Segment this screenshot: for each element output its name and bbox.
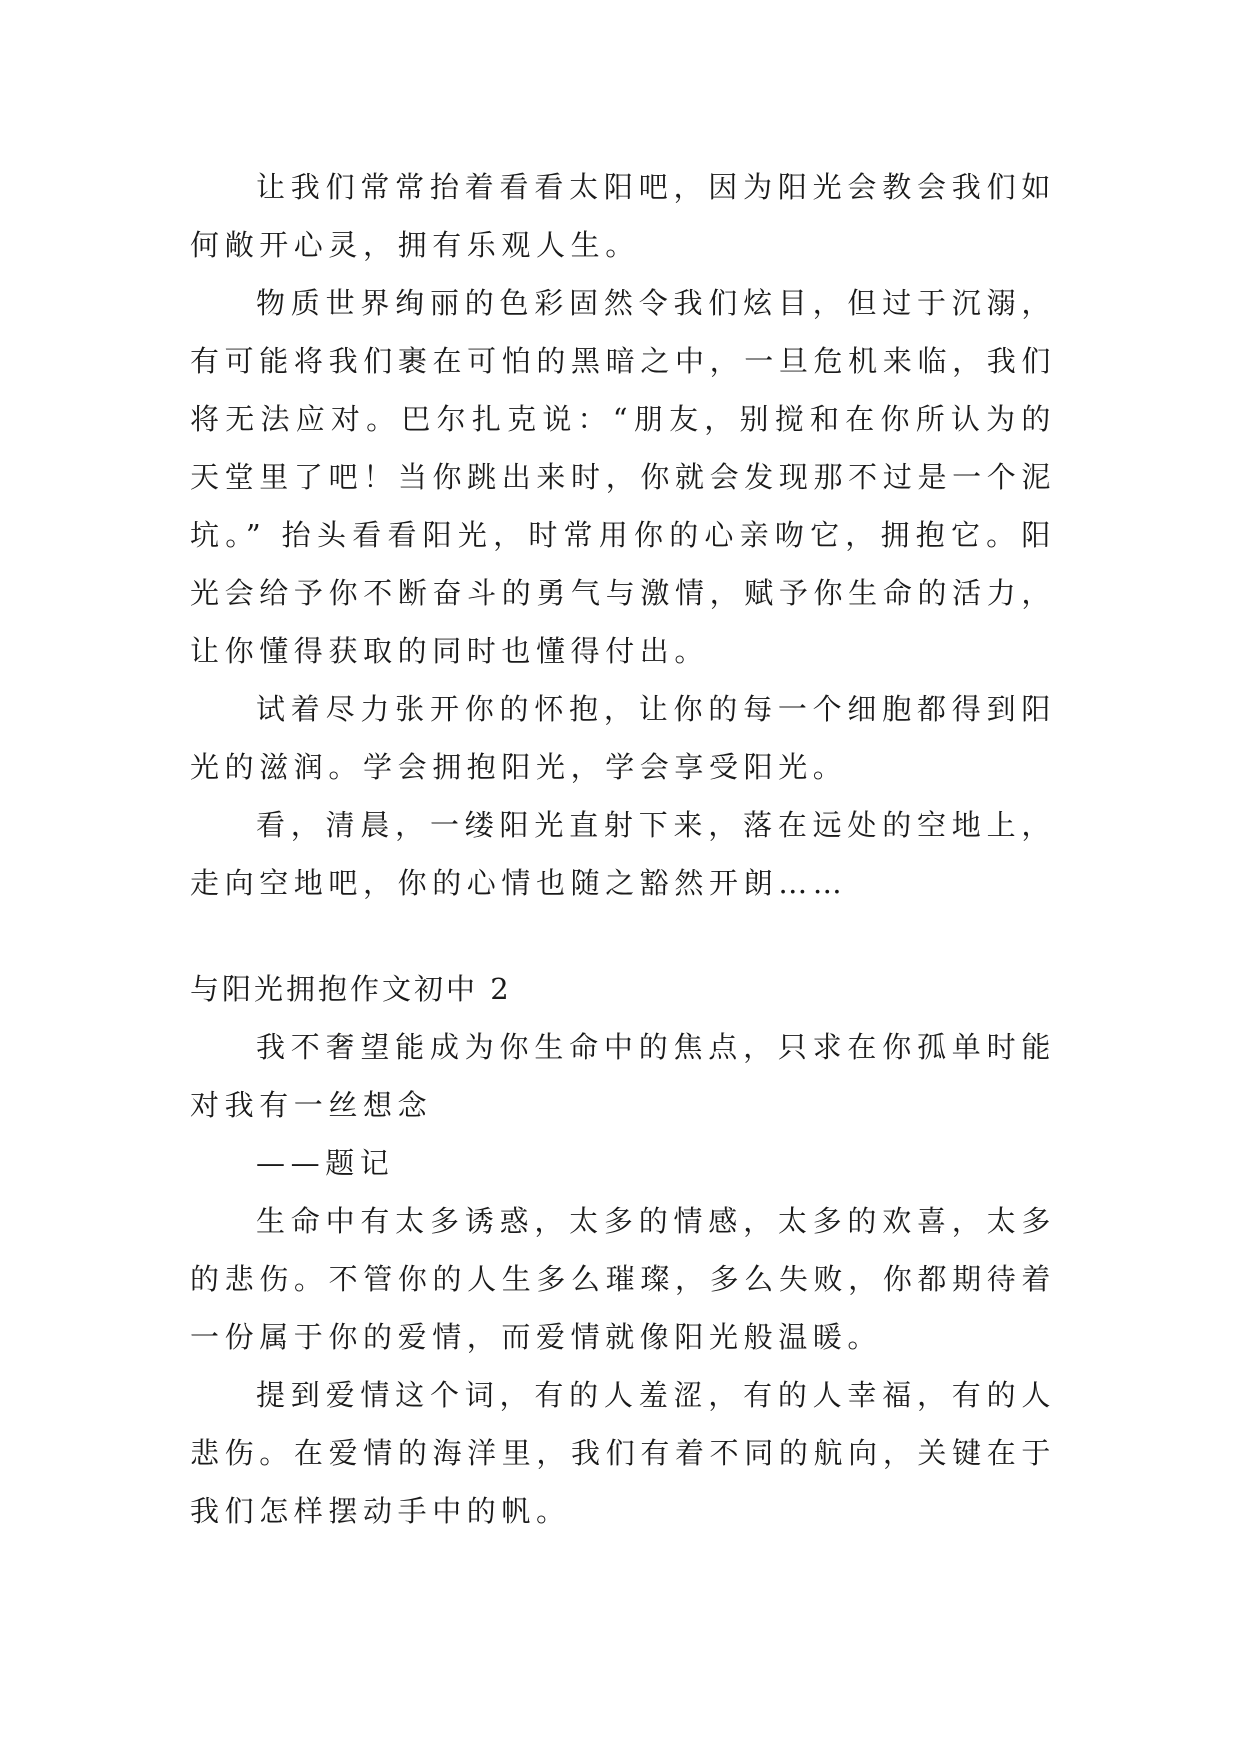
epigraph-attribution: ——题记 bbox=[256, 1146, 395, 1180]
epigraph: 我不奢望能成为你生命中的焦点，只求在你孤单时能对我有一丝想念 bbox=[190, 1030, 1056, 1122]
paragraph: 提到爱情这个词，有的人羞涩，有的人幸福，有的人悲伤。在爱情的海洋里，我们有着不同的航向，关键在于我们怎样摆动手中的帆。 bbox=[190, 1378, 1056, 1528]
document-body bbox=[190, 158, 1056, 1540]
section-title: 与阳光拥抱作文初中 2 bbox=[190, 972, 512, 1006]
paragraph: 看，清晨，一缕阳光直射下来，落在远处的空地上，走向空地吧，你的心情也随之豁然开朗…… bbox=[190, 808, 1056, 900]
paragraph: 物质世界绚丽的色彩固然令我们炫目，但过于沉溺，有可能将我们裹在可怕的黑暗之中，一旦危机来临，我们将无法应对。巴尔扎克说：“朋友，别搅和在你所认为的天堂里了吧！当你跳出来时，你就会发现那不过是一个泥坑。” 抬头看看阳光，时常用你的心亲吻它，拥抱它。阳光会给予你不断奋斗的勇气与激情，赋予你生命的活力，让你懂得获取的同时也懂得付出。 bbox=[190, 286, 1056, 668]
paragraph: 试着尽力张开你的怀抱，让你的每一个细胞都得到阳光的滋润。学会拥抱阳光，学会享受阳光。 bbox=[190, 692, 1056, 784]
paragraph: 生命中有太多诱惑，太多的情感，太多的欢喜，太多的悲伤。不管你的人生多么璀璨，多么失败，你都期待着一份属于你的爱情，而爱情就像阳光般温暖。 bbox=[190, 1204, 1056, 1354]
paragraph: 让我们常常抬着看看太阳吧，因为阳光会教会我们如何敞开心灵，拥有乐观人生。 bbox=[190, 170, 1056, 262]
